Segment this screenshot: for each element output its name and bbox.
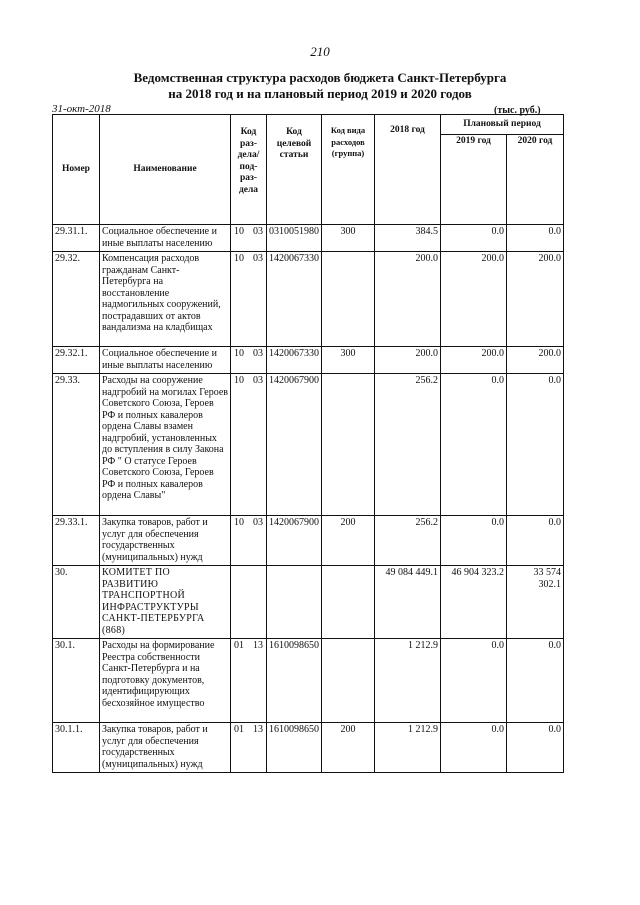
row-value-2019: 0.0 [441, 516, 507, 566]
header-target-code: Код целевой статьи [267, 115, 322, 225]
header-expense-type-code: Код вида расходов (группа) [322, 115, 375, 225]
row-expense-type [322, 252, 375, 347]
row-value-2018: 384.5 [375, 225, 441, 252]
row-name: Социальное обеспечение и иные выплаты населению [100, 347, 231, 374]
table-row [53, 516, 564, 566]
row-value-2019: 0.0 [441, 374, 507, 516]
row-expense-type [322, 374, 375, 516]
section-code: 01 [234, 724, 244, 735]
row-expense-type [322, 639, 375, 723]
row-name: Расходы на сооружение надгробий на могилах Героев Советского Союза, Героев РФ и полных кавалеров ордена Славы взамен надгробий, установленных до вступления в силу Закона РФ " О статусе Героев Советского Союза, Героев РФ и полных кавалеров ордена Славы" [100, 374, 231, 516]
row-value-2018: 1 212.9 [375, 639, 441, 723]
row-value-2019: 46 904 323.2 [441, 566, 507, 639]
row-value-2020: 0.0 [507, 639, 564, 723]
section-code: 01 [234, 640, 244, 651]
row-section-code [231, 723, 267, 773]
header-number: Номер [53, 115, 100, 225]
row-target-code [267, 566, 322, 639]
row-number: 29.31.1. [53, 225, 100, 252]
subsection-code: 03 [253, 517, 263, 528]
table-row [53, 225, 564, 252]
row-value-2019: 0.0 [441, 639, 507, 723]
row-target-code: 1610098650 [267, 639, 322, 723]
row-number: 30.1. [53, 639, 100, 723]
row-expense-type: 300 [322, 347, 375, 374]
row-section-code [231, 516, 267, 566]
row-value-2018: 200.0 [375, 252, 441, 347]
document-title [0, 70, 640, 102]
row-value-2018: 49 084 449.1 [375, 566, 441, 639]
row-name: Компенсация расходов гражданам Санкт-Петербурга на восстановление надмогильных сооружений, пострадавших от актов вандализма на кладбищах [100, 252, 231, 347]
document-date: 31-окт-2018 [52, 103, 111, 115]
page-number: 210 [310, 44, 330, 59]
row-section-code [231, 639, 267, 723]
title-line-2: на 2018 год и на плановый период 2019 и 2020 годов [168, 86, 472, 101]
section-code: 10 [234, 375, 244, 386]
row-value-2019: 0.0 [441, 723, 507, 773]
row-value-2020: 0.0 [507, 374, 564, 516]
row-number: 29.32.1. [53, 347, 100, 374]
table-row [53, 252, 564, 347]
section-code: 10 [234, 517, 244, 528]
subsection-code: 13 [253, 724, 263, 735]
row-value-2020: 0.0 [507, 516, 564, 566]
row-number: 29.33.1. [53, 516, 100, 566]
table-row [53, 374, 564, 516]
row-number: 29.32. [53, 252, 100, 347]
header-section-code: Код раз-дела/ под-раз-дела [231, 115, 267, 225]
table-row [53, 723, 564, 773]
row-section-code [231, 225, 267, 252]
row-section-code [231, 566, 267, 639]
row-target-code: 0310051980 [267, 225, 322, 252]
row-section-code [231, 252, 267, 347]
row-section-code [231, 374, 267, 516]
row-target-code: 1420067900 [267, 374, 322, 516]
table-row [53, 639, 564, 723]
section-code: 10 [234, 348, 244, 359]
row-name: Закупка товаров, работ и услуг для обеспечения государственных (муниципальных) нужд [100, 723, 231, 773]
table-row [53, 347, 564, 374]
row-number: 30.1.1. [53, 723, 100, 773]
row-target-code: 1610098650 [267, 723, 322, 773]
row-number: 29.33. [53, 374, 100, 516]
units-label: (тыс. руб.) [494, 105, 541, 116]
row-value-2019: 200.0 [441, 252, 507, 347]
subsection-code: 03 [253, 375, 263, 386]
row-value-2018: 200.0 [375, 347, 441, 374]
budget-table [52, 114, 564, 773]
header-year-2019: 2019 год [441, 135, 507, 225]
row-number: 30. [53, 566, 100, 639]
row-name: КОМИТЕТ ПО РАЗВИТИЮ ТРАНСПОРТНОЙ ИНФРАСТРУКТУРЫ САНКТ-ПЕТЕРБУРГА (868) [100, 566, 231, 639]
row-value-2020: 200.0 [507, 347, 564, 374]
title-line-1: Ведомственная структура расходов бюджета Санкт-Петербурга [133, 70, 507, 85]
header-year-2020: 2020 год [507, 135, 564, 225]
row-value-2020: 200.0 [507, 252, 564, 347]
header-year-2018: 2018 год [375, 115, 441, 225]
row-value-2018: 256.2 [375, 516, 441, 566]
table-row [53, 566, 564, 639]
row-expense-type [322, 566, 375, 639]
row-value-2020: 0.0 [507, 723, 564, 773]
row-target-code: 1420067330 [267, 252, 322, 347]
row-expense-type: 200 [322, 516, 375, 566]
section-code: 10 [234, 226, 244, 237]
row-name: Закупка товаров, работ и услуг для обеспечения государственных (муниципальных) нужд [100, 516, 231, 566]
header-planned-period: Плановый период [441, 115, 564, 135]
row-target-code: 1420067330 [267, 347, 322, 374]
row-value-2019: 200.0 [441, 347, 507, 374]
row-value-2019: 0.0 [441, 225, 507, 252]
row-value-2018: 256.2 [375, 374, 441, 516]
row-value-2020: 0.0 [507, 225, 564, 252]
row-target-code: 1420067900 [267, 516, 322, 566]
row-expense-type: 300 [322, 225, 375, 252]
row-value-2018: 1 212.9 [375, 723, 441, 773]
subsection-code: 03 [253, 253, 263, 264]
subsection-code: 03 [253, 226, 263, 237]
row-name: Социальное обеспечение и иные выплаты населению [100, 225, 231, 252]
row-value-2020: 33 574 302.1 [507, 566, 564, 639]
header-name: Наименование [100, 115, 231, 225]
row-name: Расходы на формирование Реестра собственности Санкт-Петербурга и на подготовку документов, идентифицирующих бесхозяйное имущество [100, 639, 231, 723]
section-code: 10 [234, 253, 244, 264]
row-section-code [231, 347, 267, 374]
subsection-code: 03 [253, 348, 263, 359]
row-expense-type: 200 [322, 723, 375, 773]
subsection-code: 13 [253, 640, 263, 651]
